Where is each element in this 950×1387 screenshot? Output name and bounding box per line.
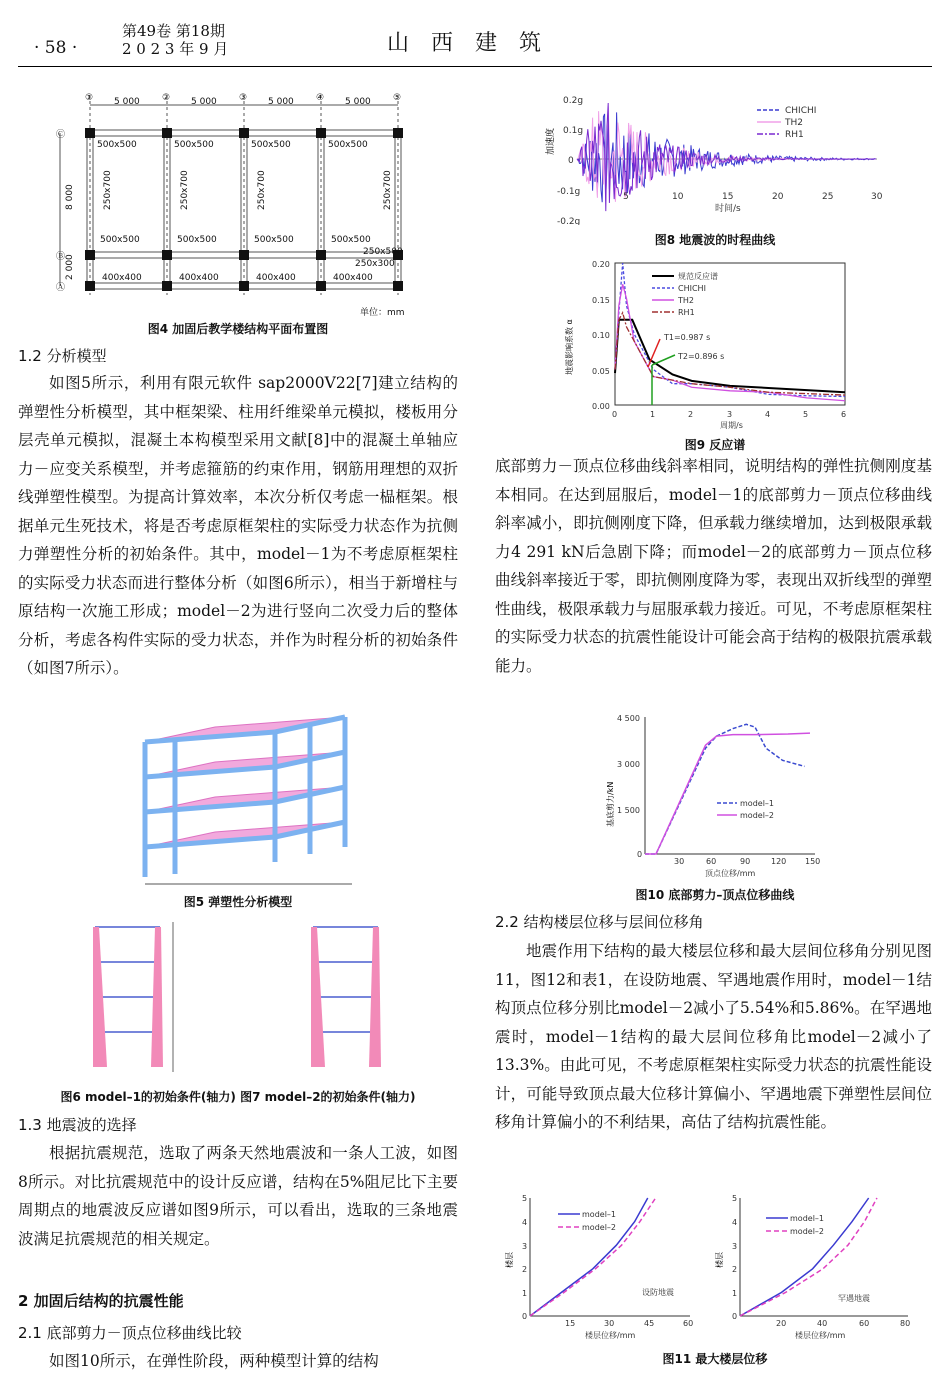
y-tick: 0.1g <box>563 126 584 136</box>
col-label: 500x500 <box>331 235 371 245</box>
x-tick: 6 <box>841 410 847 419</box>
axis-label: ① <box>85 93 94 103</box>
x-tick: 25 <box>822 192 834 202</box>
col-label: 400x400 <box>333 273 373 283</box>
col-label: 500x500 <box>254 235 294 245</box>
y-tick: 0 <box>637 850 643 859</box>
legend-model1: model–1 <box>740 799 774 808</box>
y-tick: 4 <box>522 1218 528 1227</box>
fig11a-xlabel: 楼层位移/mm <box>585 1331 636 1340</box>
axis-label: ② <box>162 93 171 103</box>
fig8-caption: 图8 地震波的时程曲线 <box>654 233 776 247</box>
x-tick: 90 <box>740 857 751 866</box>
sec12-para: 如图5所示，利用有限元软件 sap2000V22[7]建立结构的弹塑性分析模型，其中框架梁、柱用纤维梁单元模拟，楼板用分层壳单元模拟，混凝土本构模型采用文献[8]中的混凝土单轴应力－应变关系模型，并考虑箍筋的约束作用，钢筋用理想的双折线弹塑性模型。为提高计算效率，本次分析仅考虑一榀框架。根据单元生死技术，将是否考虑原框架柱的实际受力状态作为抗侧力弹塑性分析的初始条件。其中，model－1为不考虑原框架柱的实际受力状态而进行整体分析（如图6所示），相当于新增柱与原结构一次施工形成；model－2为进行竖向二次受力后的整体分析，考虑各构件实际的受力状态，并作为时程分析的初始条件（如图7所示）。 <box>18 374 458 677</box>
sec13-body <box>18 1139 458 1253</box>
row-label: Ⓒ <box>56 130 66 140</box>
y-tick: 0.05 <box>592 367 610 376</box>
x-tick: 45 <box>644 1319 655 1328</box>
span-dim: 5 000 <box>268 97 294 107</box>
y-tick: 1 <box>522 1289 528 1298</box>
fig4-floor-plan <box>50 90 440 320</box>
legend-rh1: RH1 <box>785 130 804 140</box>
legend-model2: model–2 <box>582 1223 616 1232</box>
row-label: Ⓑ <box>56 252 66 262</box>
y-tick: 0 <box>568 156 574 166</box>
legend-model1: model–1 <box>582 1210 616 1219</box>
y-tick: 0 <box>522 1312 528 1321</box>
series-model-1 <box>645 724 805 854</box>
fig11-floor-displacement <box>500 1188 930 1348</box>
fig11a-ylabel: 楼层 <box>505 1252 514 1268</box>
span-dim: 5 000 <box>114 97 140 107</box>
x-tick: 30 <box>604 1319 615 1328</box>
legend-model1: model–1 <box>790 1214 824 1223</box>
y-tick: 3 <box>732 1242 738 1251</box>
x-tick: 80 <box>900 1319 911 1328</box>
row-label: Ⓐ <box>56 283 66 293</box>
x-tick: 0 <box>612 410 618 419</box>
y-tick: 0.10 <box>592 331 610 340</box>
y-tick: 0.20 <box>592 260 610 269</box>
x-tick: 120 <box>771 857 787 866</box>
y-tick: 0 <box>732 1312 738 1321</box>
fig11b-annotation: 罕遇地震 <box>838 1294 870 1303</box>
fig9-response-spectrum <box>560 255 860 435</box>
y-tick: 0.15 <box>592 296 610 305</box>
col-label: 500x500 <box>177 235 217 245</box>
vert-dim: 8 000 <box>65 184 75 210</box>
sec21-heading: 2.1 底部剪力－顶点位移曲线比较 <box>18 1324 242 1342</box>
fig8-xlabel: 时间/s <box>715 204 741 214</box>
y-tick: 1 <box>732 1289 738 1298</box>
fig9-caption: 图9 反应谱 <box>684 438 746 452</box>
series-TH2 <box>615 284 845 400</box>
issue-date: 2 0 2 3 年 9 月 <box>122 40 229 58</box>
legend-model2: model–2 <box>790 1227 824 1236</box>
col-label: 400x400 <box>256 273 296 283</box>
sec13-heading: 1.3 地震波的选择 <box>18 1116 137 1134</box>
series-规范反应谱 <box>615 320 845 392</box>
t2-annotation: T2=0.896 s <box>678 352 725 361</box>
col-label: 250x500 <box>363 247 403 257</box>
fig5-caption: 图5 弹塑性分析模型 <box>183 895 293 909</box>
fig67-caption: 图6 model–1的初始条件(轴力) 图7 model–2的初始条件(轴力) <box>60 1090 416 1104</box>
legend-code: 规范反应谱 <box>678 272 718 281</box>
y-tick: 3 <box>522 1242 528 1251</box>
col-label: 250x700 <box>180 170 190 210</box>
y-tick: 2 <box>522 1265 528 1274</box>
series-CHICHI <box>615 263 845 396</box>
span-dim: 5 000 <box>191 97 217 107</box>
col-label: 500x500 <box>174 140 214 150</box>
sec22-heading: 2.2 结构楼层位移与层间位移角 <box>495 913 704 931</box>
col-label: 500x500 <box>100 235 140 245</box>
col-label: 250x700 <box>257 170 267 210</box>
col-label: 500x500 <box>328 140 368 150</box>
vert-dim: 2 000 <box>65 254 75 280</box>
col-label: 250x300 <box>355 259 395 269</box>
y-tick: -0.2g <box>557 217 581 225</box>
fig6-7-frames <box>85 922 405 1072</box>
sec12-body <box>18 369 458 683</box>
y-tick: 2 <box>732 1265 738 1274</box>
fig8-time-history <box>535 95 895 225</box>
y-tick: 5 <box>732 1194 738 1203</box>
x-tick: 60 <box>683 1319 694 1328</box>
t1-annotation: T1=0.987 s <box>664 333 711 342</box>
sec13-para: 根据抗震规范，选取了两条天然地震波和一条人工波，如图8所示。对比抗震规范中的设计反应谱，结构在5%阻尼比下主要周期点的地震波反应谱如图9所示，可以看出，选取的三条地震波满足抗震规范的相关规定。 <box>18 1144 458 1248</box>
col-label: 400x400 <box>102 273 142 283</box>
y-tick: 0.2g <box>563 96 584 106</box>
x-tick: 1 <box>650 410 656 419</box>
x-tick: 15 <box>565 1319 576 1328</box>
x-tick: 10 <box>672 192 684 202</box>
col-label: 250x700 <box>103 170 113 210</box>
fig10-shear-displacement <box>595 712 835 882</box>
col-label: 500x500 <box>251 140 291 150</box>
y-tick: 0.00 <box>592 402 610 411</box>
unit-label: 单位：mm <box>360 308 405 318</box>
fig9-xlabel: 周期/s <box>720 421 743 430</box>
y-tick: 1 500 <box>617 806 640 815</box>
sec21-para-cont: 底部剪力－顶点位移曲线斜率相同，说明结构的弹性抗侧刚度基本相同。在达到屈服后，model－1的底部剪力－顶点位移曲线斜率减小，即抗侧刚度下降，但承载力继续增加，达到极限承载力4 291 kN后急剧下降；而model－2的底部剪力－顶点位移曲线斜率接近于零，即抗侧刚度降为零，表现出双折线型的弹塑性曲线，极限承载力与屈服承载力接近。可见，不考虑原框架柱的实际受力状态的抗震性能设计可能会高于结构的极限抗震承载能力。 <box>495 457 932 675</box>
y-tick: 3 000 <box>617 760 640 769</box>
x-tick: 15 <box>722 192 734 202</box>
legend-chichi: CHICHI <box>678 284 706 293</box>
header-rule <box>18 66 932 67</box>
x-tick: 4 <box>765 410 771 419</box>
fig11a-annotation: 设防地震 <box>642 1288 674 1297</box>
col-label: 500x500 <box>97 140 137 150</box>
sec22-body <box>495 937 932 1137</box>
fig11b-ylabel: 楼层 <box>715 1252 724 1268</box>
x-tick: 5 <box>623 192 629 202</box>
axis-label: ④ <box>316 93 325 103</box>
sec21-body <box>18 1347 458 1376</box>
fig8-ylabel: 加速度 <box>546 127 556 155</box>
x-tick: 40 <box>817 1319 828 1328</box>
x-tick: 60 <box>859 1319 870 1328</box>
axis-label: ③ <box>239 93 248 103</box>
fig11-caption: 图11 最大楼层位移 <box>662 1352 768 1366</box>
fig10-xlabel: 顶点位移/mm <box>705 869 756 878</box>
col-label: 400x400 <box>179 273 219 283</box>
legend-th2: TH2 <box>678 296 694 305</box>
legend-th2: TH2 <box>785 118 803 128</box>
page-number: · 58 · <box>34 38 78 58</box>
sec22-para: 地震作用下结构的最大楼层位移和最大层间位移角分别见图11，图12和表1，在设防地震、罕遇地震作用时，model－1结构顶点位移分别比model－2减小了5.54%和5.86%。在罕遇地震时，model－1结构的最大层间位移角比model－2减小了13.3%。由此可见，不考虑原框架柱实际受力状态的抗震性能设计，可能导致顶点最大位移计算偏小、罕遇地震下弹塑性层间位移角计算偏小的不利结果，高估了结构抗震性能。 <box>495 942 932 1131</box>
fig10-caption: 图10 底部剪力–顶点位移曲线 <box>635 888 795 902</box>
legend-chichi: CHICHI <box>785 106 817 116</box>
series-model-2 <box>645 733 810 854</box>
fig9-ylabel: 地震影响系数 α <box>565 319 574 375</box>
legend-rh1: RH1 <box>678 308 695 317</box>
fig4-caption: 图4 加固后教学楼结构平面布置图 <box>147 322 329 336</box>
volume-issue-text: 第49卷 第18期 <box>122 22 225 40</box>
x-tick: 60 <box>706 857 717 866</box>
col-label: 250x700 <box>383 170 393 210</box>
axis-label: ⑤ <box>393 93 402 103</box>
y-tick: 4 <box>732 1218 738 1227</box>
sec2-heading: 2 加固后结构的抗震性能 <box>18 1292 184 1310</box>
fig10-ylabel: 基底剪力/kN <box>606 781 615 827</box>
series-RH1 <box>615 313 845 395</box>
fig11b-xlabel: 楼层位移/mm <box>795 1331 846 1340</box>
x-tick: 3 <box>727 410 733 419</box>
legend-model2: model–2 <box>740 811 774 820</box>
sec21-para-start: 如图10所示，在弹性阶段，两种模型计算的结构 <box>49 1352 379 1370</box>
x-tick: 5 <box>803 410 809 419</box>
journal-title: 山西建筑 <box>386 31 563 56</box>
x-tick: 20 <box>772 192 784 202</box>
y-tick: 4 500 <box>617 714 640 723</box>
sec21-body-cont <box>495 452 932 680</box>
span-dim: 5 000 <box>345 97 371 107</box>
fig5-3d-model <box>115 712 355 887</box>
x-tick: 2 <box>688 410 694 419</box>
sec12-heading: 1.2 分析模型 <box>18 347 107 365</box>
x-tick: 20 <box>776 1319 787 1328</box>
x-tick: 30 <box>871 192 883 202</box>
x-tick: 150 <box>805 857 821 866</box>
y-tick: -0.1g <box>557 187 581 197</box>
x-tick: 30 <box>674 857 685 866</box>
y-tick: 5 <box>522 1194 528 1203</box>
